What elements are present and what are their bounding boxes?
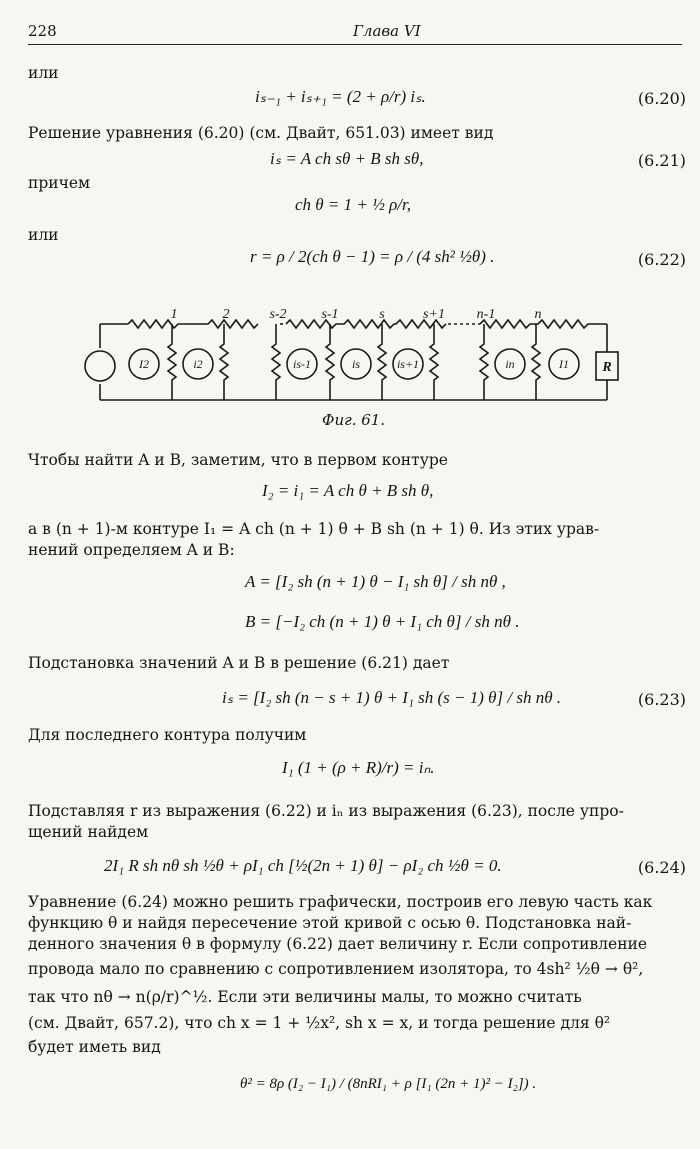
equation-ch-theta: ch θ = 1 + ½ ρ/r, [295,195,411,214]
series-resistor [286,320,446,328]
series-resistor [480,320,607,328]
text-line: денного значения θ в формулу (6.22) дает величину r. Если сопротивление [28,935,648,953]
equation-number: (6.20) [637,89,686,108]
series-resistor [128,320,258,328]
loop-label: I2 [139,357,149,371]
page-header [28,20,682,45]
text-line: Чтобы найти A и B, заметим, что в первом контуре [28,451,448,469]
loop-label: I1 [559,357,569,371]
equation-6-23: iₛ = [I₂ sh (n − s + 1) θ + I₁ sh (s − 1) θ] / sh nθ . [222,688,562,707]
equation-6-24: 2I₁ R sh nθ sh ½θ + ρI₁ ch [½(2n + 1) θ] − ρI₂ ch ½θ = 0. [104,856,502,875]
equation-theta-squared: θ² = 8ρ (I₂ − I₁) / (8nRI₁ + ρ [I₁ (2n + 1)² − I₂]) . [240,1076,537,1092]
text-line: (см. Двайт, 657.2), что ch x = 1 + ½x², sh x = x, и тогда решение для θ² [28,1014,611,1032]
text-line: Подставляя r из выражения (6.22) и iₙ из выражения (6.23), после упро- [28,802,624,820]
text-line: Уравнение (6.24) можно решить графически, построив его левую часть как [28,893,653,911]
text-line: щений найдем [28,823,149,841]
node-label: 2 [222,307,230,322]
node-label: n [534,307,542,322]
node-label: s-2 [269,307,287,322]
text-line: Подстановка значений A и B в решение (6.21) дает [28,654,450,672]
node-label: s+1 [423,307,445,322]
ladder-network-figure [80,300,640,410]
node-label: n-1 [476,307,496,322]
equation-B: B = [−I₂ ch (n + 1) θ + I₁ ch θ] / sh nθ . [245,612,520,631]
text-line: Решение уравнения (6.20) (см. Двайт, 651.03) имеет вид [28,124,494,142]
equation-6-22: r = ρ / 2(ch θ − 1) = ρ / (4 sh² ½θ) . [250,247,495,266]
equation-number: (6.23) [637,690,686,709]
equation-number: (6.24) [637,858,686,877]
equation-A: A = [I₂ sh (n + 1) θ − I₁ sh θ] / sh nθ , [245,572,506,591]
text-line: будет иметь вид [28,1038,161,1056]
page-number: 228 [28,22,57,40]
load-label: R [602,360,612,375]
equation-6-20: iₛ₋₁ + iₛ₊₁ = (2 + ρ/r) iₛ. [255,87,426,106]
text-line: а в (n + 1)-м контуре I₁ = A ch (n + 1) θ + B sh (n + 1) θ. Из этих урав- [28,520,600,538]
equation-number: (6.22) [637,250,686,269]
node-label: 1 [170,307,178,322]
equation-6-21: iₛ = A ch sθ + B sh sθ, [270,149,424,168]
text-line: так что nθ → n(ρ/r)^½. Если эти величины малы, то можно считать [28,988,582,1006]
text-line: функцию θ и найдя пересечение этой кривой с осью θ. Подстановка най- [28,914,632,932]
source-circle [85,351,115,381]
chapter-title: Глава VI [353,22,421,40]
text-line: или [28,226,59,244]
text-line: причем [28,174,91,192]
node-label: s [379,307,385,322]
loop-label: i2 [193,357,203,371]
node-label: s-1 [321,307,339,322]
loop-label: is [351,357,361,371]
text-line: провода мало по сравнению с сопротивлением изолятора, то 4sh² ½θ → θ², [28,960,644,978]
equation-last-loop: I₁ (1 + (ρ + R)/r) = iₙ. [282,758,435,777]
equation-number: (6.21) [637,151,686,170]
equation-I2: I₂ = i₁ = A ch θ + B sh θ, [262,481,434,500]
text-line: Для последнего контура получим [28,726,307,744]
text-line: или [28,64,59,82]
loop-label: in [505,357,515,371]
loop-label: is-1 [293,357,311,371]
figure-caption: Фиг. 61. [322,411,386,429]
text-line: нений определяем A и B: [28,541,235,559]
loop-label: is+1 [396,357,420,371]
